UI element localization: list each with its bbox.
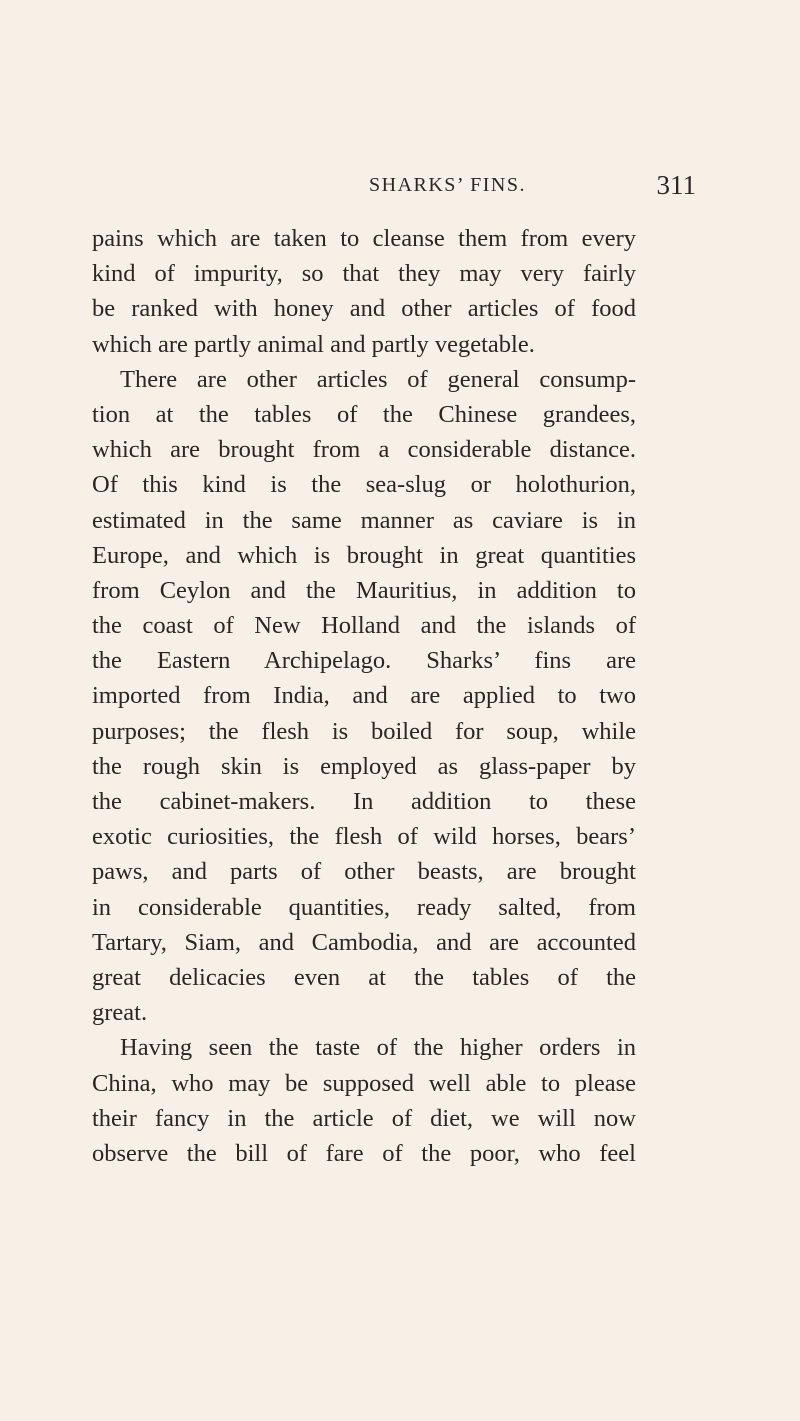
text-line: the rough skin is employed as glass-paper by (92, 752, 636, 780)
text-line: exotic curiosities, the flesh of wild horses, bears’ (92, 823, 636, 851)
text-line: be ranked with honey and other articles of food (92, 295, 636, 323)
text-line: the coast of New Holland and the islands of (92, 612, 636, 640)
text-line: which are partly animal and partly vegetable. (92, 330, 535, 358)
text-line: estimated in the same manner as caviare is in (92, 506, 636, 534)
text-line: in considerable quantities, ready salted, from (92, 893, 636, 921)
text-line: paws, and parts of other beasts, are brought (92, 858, 636, 886)
text-line: pains which are taken to cleanse them from every (92, 225, 636, 252)
text-line: their fancy in the article of diet, we will now (92, 1104, 636, 1132)
text-line: purposes; the flesh is boiled for soup, while (92, 717, 636, 745)
page-number: 311 (656, 170, 696, 200)
text-line: Tartary, Siam, and Cambodia, and are accounted (92, 928, 636, 956)
text-line: great. (92, 999, 148, 1027)
text-line: kind of impurity, so that they may very fairly (92, 260, 636, 288)
running-head (0, 170, 800, 200)
text-line: observe the bill of fare of the poor, who feel (92, 1139, 636, 1167)
body-text (92, 221, 636, 1171)
text-line: from Ceylon and the Mauritius, in addition to (92, 576, 636, 604)
text-line: Of this kind is the sea-slug or holothurion, (92, 471, 636, 499)
text-line: imported from India, and are applied to two (92, 682, 636, 710)
text-line: the Eastern Archipelago. Sharks’ fins are (92, 647, 636, 675)
text-line: which are brought from a considerable distance. (92, 436, 636, 464)
text-line: China, who may be supposed well able to please (92, 1069, 636, 1097)
text-line: the cabinet-makers. In addition to these (92, 788, 636, 815)
text-line: Europe, and which is brought in great quantities (92, 541, 636, 569)
text-line: tion at the tables of the Chinese grandees, (92, 400, 636, 428)
text-line: great delicacies even at the tables of the (92, 963, 636, 991)
running-title: SHARKS’ FINS. (369, 174, 526, 196)
text-line: There are other articles of general consump- (120, 365, 636, 393)
text-line: Having seen the taste of the higher orders in (120, 1034, 636, 1062)
